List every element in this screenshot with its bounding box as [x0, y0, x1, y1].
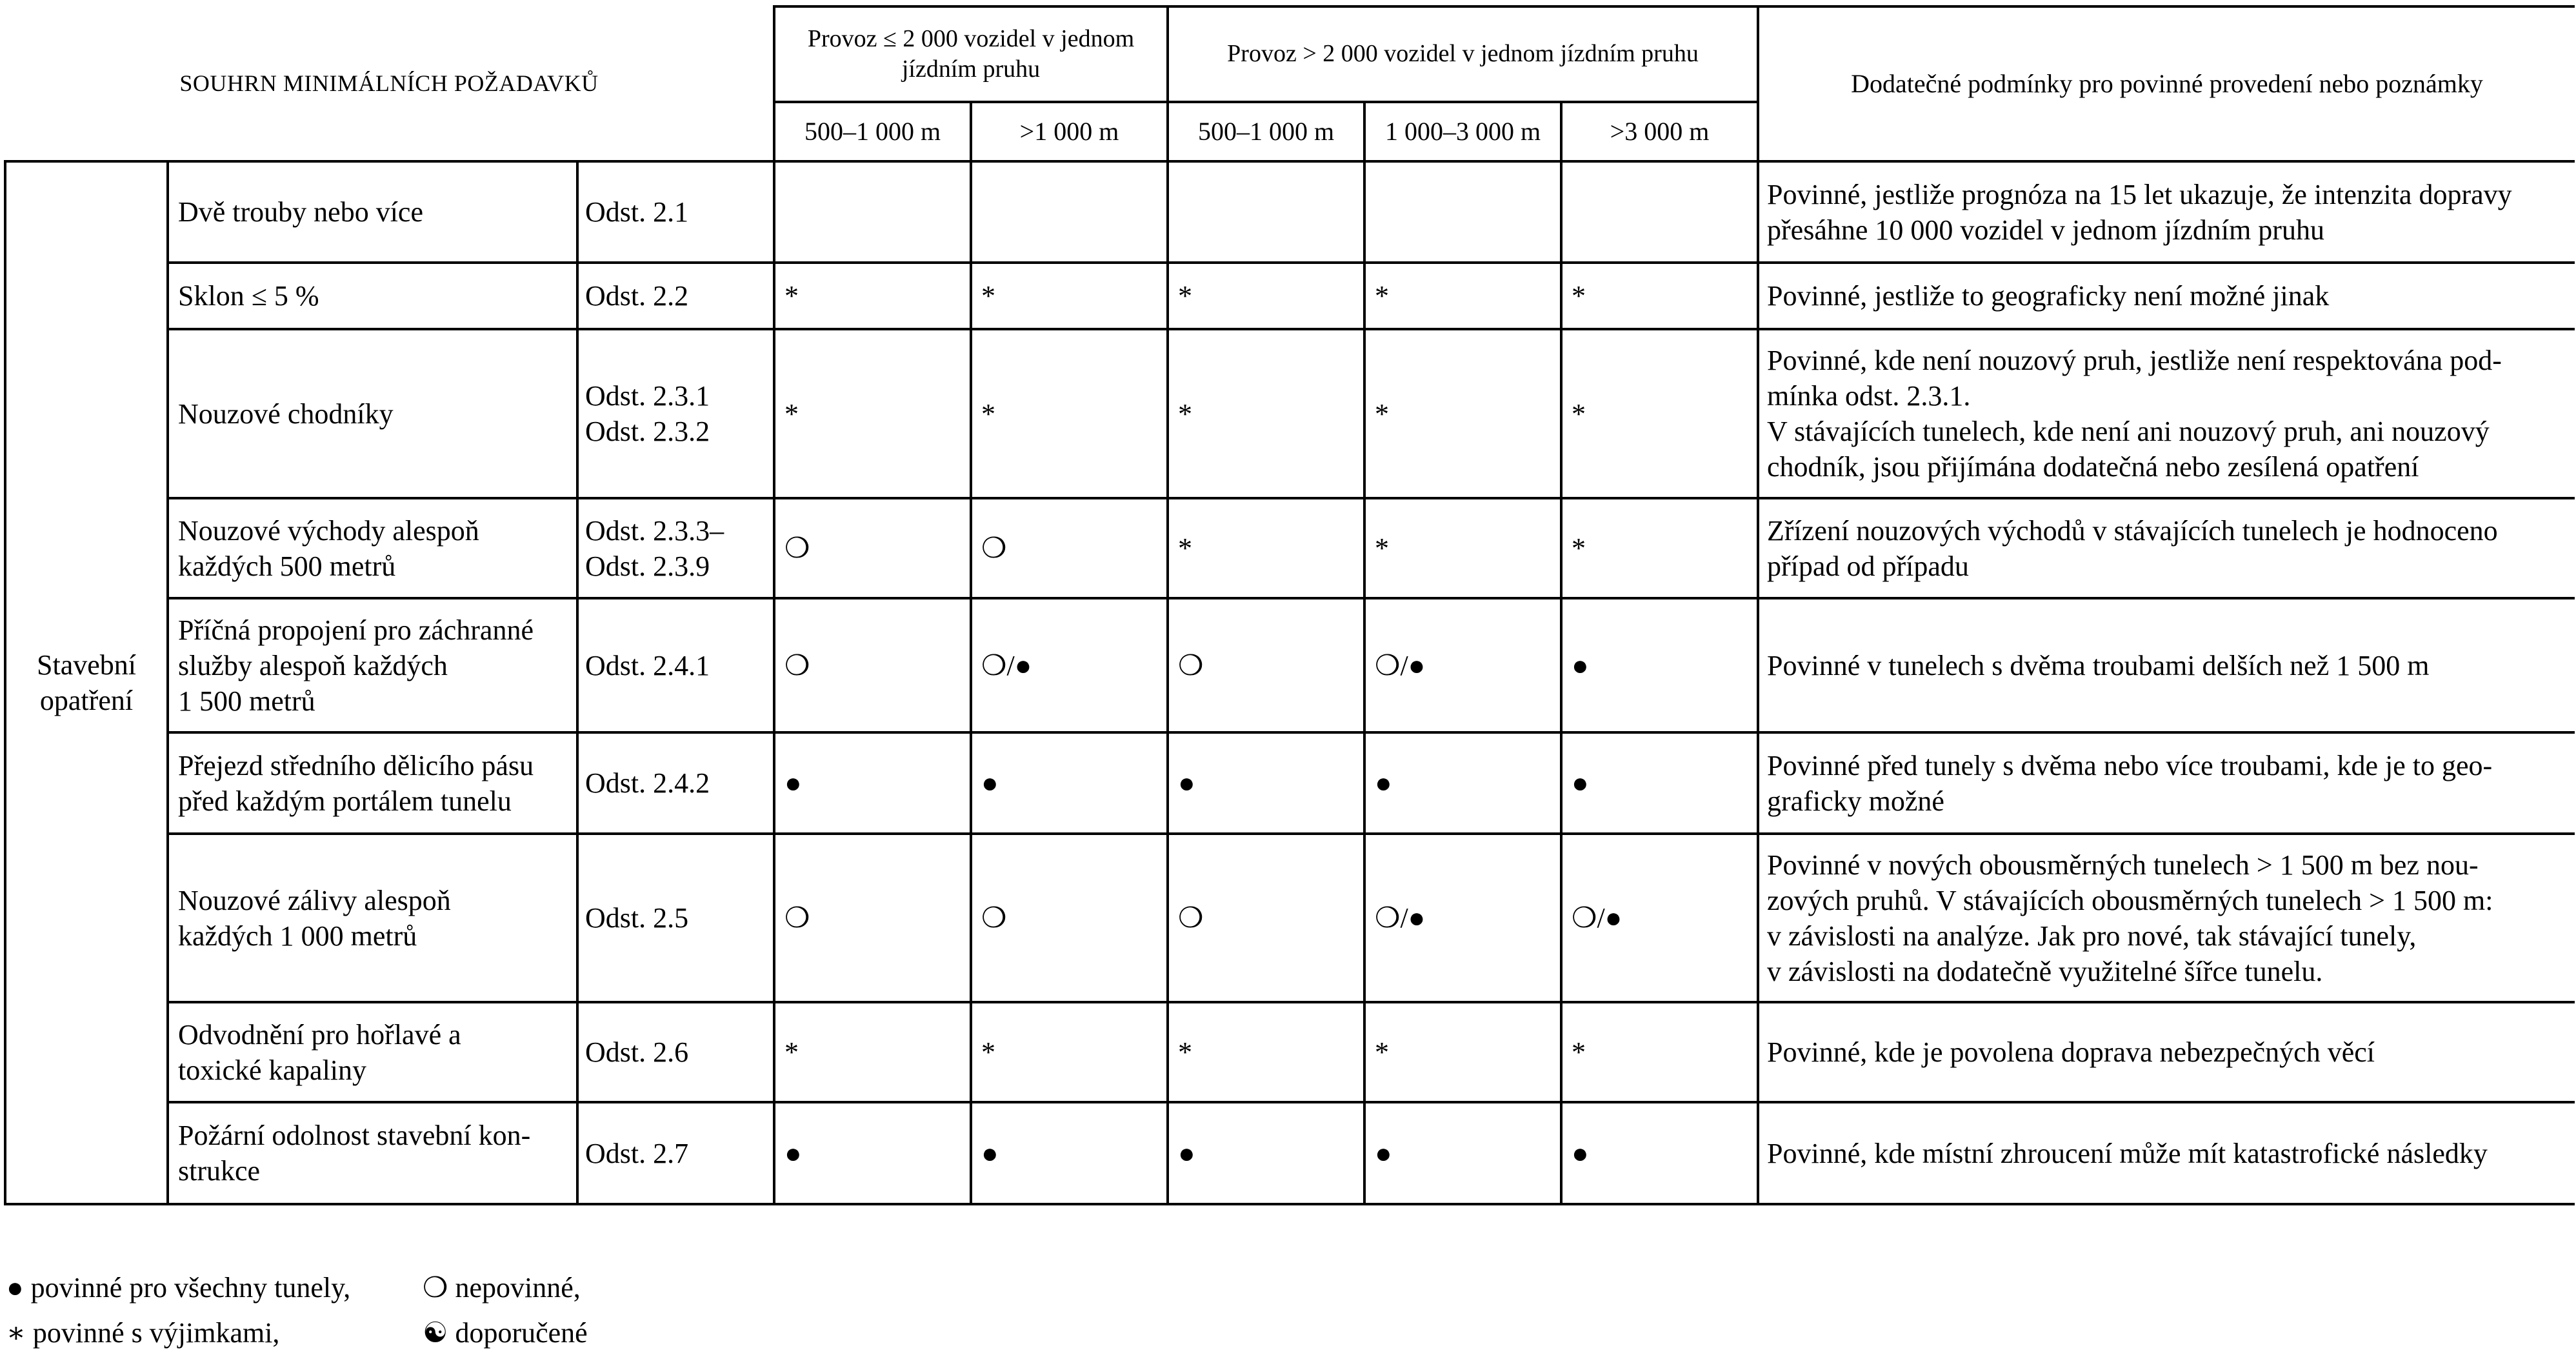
mark-cell: ❍/●	[1364, 834, 1561, 1002]
requirement-cell: Nouzové východy alespoň každých 500 metrů	[168, 498, 577, 598]
traffic-low-header: Provoz ≤ 2 000 vozidel v jednom jízdním pruhu	[774, 6, 1168, 102]
col-header-low-500-1000: 500–1 000 m	[774, 102, 971, 161]
legend-optional: ❍ nepovinné,	[423, 1272, 581, 1304]
mark-cell: *	[1364, 1002, 1561, 1102]
notes-header: Dodatečné podmínky pro povinné provedení nebo poznámky	[1758, 6, 2575, 161]
mark-cell: ●	[774, 1102, 971, 1204]
mark-cell	[971, 161, 1168, 263]
mark-cell: ❍	[971, 498, 1168, 598]
note-cell: Povinné před tunely s dvěma nebo více troubami, kde je to geo- graficky možné	[1758, 732, 2575, 834]
table-row	[5, 834, 2575, 1002]
reference-cell: Odst. 2.1	[577, 161, 774, 263]
mark-cell: ●	[1561, 598, 1758, 732]
mark-cell: ❍	[774, 598, 971, 732]
note-cell: Povinné, kde místní zhroucení může mít katastrofické následky	[1758, 1102, 2575, 1204]
reference-cell: Odst. 2.6	[577, 1002, 774, 1102]
note-cell: Povinné v nových obousměrných tunelech > 1 500 m bez nou- zových pruhů. V stávajících obousměrných tunelech > 1 500 m: v závislosti na analýze. Jak pro nové, tak stávající tunely, v závislosti na dodatečně využitelné šířce tunelu.	[1758, 834, 2575, 1002]
mark-cell: *	[1168, 263, 1364, 329]
table-row	[5, 263, 2575, 329]
mark-cell: ❍/●	[1561, 834, 1758, 1002]
mark-cell: *	[971, 329, 1168, 498]
mark-cell: *	[971, 1002, 1168, 1102]
note-cell: Povinné, kde není nouzový pruh, jestliže není respektována pod- mínka odst. 2.3.1. V stávajících tunelech, kde není ani nouzový pruh, ani nouzový chodník, jsou přijímána dodatečná nebo zesílená opatření	[1758, 329, 2575, 498]
note-cell: Zřízení nouzových východů v stávajících tunelech je hodnoceno případ od případu	[1758, 498, 2575, 598]
reference-cell: Odst. 2.7	[577, 1102, 774, 1204]
mark-cell: ●	[971, 732, 1168, 834]
category-cell: Stavební opatření	[5, 161, 168, 1204]
mark-cell: ❍	[1168, 598, 1364, 732]
reference-cell: Odst. 2.3.3– Odst. 2.3.9	[577, 498, 774, 598]
mark-cell	[774, 161, 971, 263]
mark-cell: *	[774, 263, 971, 329]
reference-cell: Odst. 2.4.1	[577, 598, 774, 732]
legend-recommended: ☯ doporučené	[423, 1317, 588, 1349]
requirement-cell: Příčná propojení pro záchranné služby alespoň každých 1 500 metrů	[168, 598, 577, 732]
requirements-table	[4, 5, 2575, 1205]
mark-cell: *	[1168, 1002, 1364, 1102]
mark-cell: ❍/●	[1364, 598, 1561, 732]
mark-cell: ❍	[1168, 834, 1364, 1002]
requirement-cell: Dvě trouby nebo více	[168, 161, 577, 263]
reference-cell: Odst. 2.4.2	[577, 732, 774, 834]
mark-cell: *	[1561, 498, 1758, 598]
mark-cell: ❍/●	[971, 598, 1168, 732]
table-row	[5, 1002, 2575, 1102]
col-header-low-over-1000: >1 000 m	[971, 102, 1168, 161]
mark-cell: ●	[1168, 732, 1364, 834]
mark-cell: *	[1561, 263, 1758, 329]
mark-cell: ●	[971, 1102, 1168, 1204]
mark-cell	[1561, 161, 1758, 263]
table-row	[5, 598, 2575, 732]
note-cell: Povinné, jestliže to geograficky není možné jinak	[1758, 263, 2575, 329]
mark-cell: ●	[1364, 1102, 1561, 1204]
mark-cell: *	[774, 1002, 971, 1102]
table-row	[5, 498, 2575, 598]
mark-cell: *	[1561, 1002, 1758, 1102]
mark-cell: *	[971, 263, 1168, 329]
mark-cell: *	[1168, 498, 1364, 598]
mark-cell: *	[1168, 329, 1364, 498]
mark-cell: *	[1561, 329, 1758, 498]
requirement-cell: Nouzové zálivy alespoň každých 1 000 metrů	[168, 834, 577, 1002]
table-row	[5, 1102, 2575, 1204]
legend-mandatory: ● povinné pro všechny tunely,	[6, 1272, 351, 1304]
mark-cell: ❍	[774, 498, 971, 598]
requirement-cell: Požární odolnost stavební kon- strukce	[168, 1102, 577, 1204]
mark-cell: *	[1364, 263, 1561, 329]
col-header-high-over-3000: >3 000 m	[1561, 102, 1758, 161]
mark-cell: ●	[1364, 732, 1561, 834]
mark-cell: ●	[1168, 1102, 1364, 1204]
table-row	[5, 161, 2575, 263]
col-header-high-500-1000: 500–1 000 m	[1168, 102, 1364, 161]
mark-cell: *	[774, 329, 971, 498]
requirement-cell: Nouzové chodníky	[168, 329, 577, 498]
mark-cell: ●	[1561, 732, 1758, 834]
traffic-high-header: Provoz > 2 000 vozidel v jednom jízdním pruhu	[1168, 6, 1758, 102]
table-row	[5, 329, 2575, 498]
summary-header: SOUHRN MINIMÁLNÍCH POŽADAVKŮ	[5, 6, 774, 161]
requirement-cell: Odvodnění pro hořlavé a toxické kapaliny	[168, 1002, 577, 1102]
table-row	[5, 732, 2575, 834]
note-cell: Povinné, kde je povolena doprava nebezpečných věcí	[1758, 1002, 2575, 1102]
mark-cell: ❍	[774, 834, 971, 1002]
mark-cell	[1364, 161, 1561, 263]
note-cell: Povinné, jestliže prognóza na 15 let ukazuje, že intenzita dopravy přesáhne 10 000 vozidel v jednom jízdním pruhu	[1758, 161, 2575, 263]
mark-cell: *	[1364, 329, 1561, 498]
mark-cell: ●	[774, 732, 971, 834]
mark-cell: ❍	[971, 834, 1168, 1002]
requirement-cell: Přejezd středního dělicího pásu před každým portálem tunelu	[168, 732, 577, 834]
mark-cell: ●	[1561, 1102, 1758, 1204]
header-row-1	[5, 6, 2575, 102]
reference-cell: Odst. 2.3.1 Odst. 2.3.2	[577, 329, 774, 498]
col-header-high-1000-3000: 1 000–3 000 m	[1364, 102, 1561, 161]
note-cell: Povinné v tunelech s dvěma troubami delších než 1 500 m	[1758, 598, 2575, 732]
mark-cell: *	[1364, 498, 1561, 598]
reference-cell: Odst. 2.2	[577, 263, 774, 329]
legend-exceptions: ∗ povinné s výjimkami,	[6, 1317, 280, 1349]
reference-cell: Odst. 2.5	[577, 834, 774, 1002]
mark-cell	[1168, 161, 1364, 263]
requirement-cell: Sklon ≤ 5 %	[168, 263, 577, 329]
